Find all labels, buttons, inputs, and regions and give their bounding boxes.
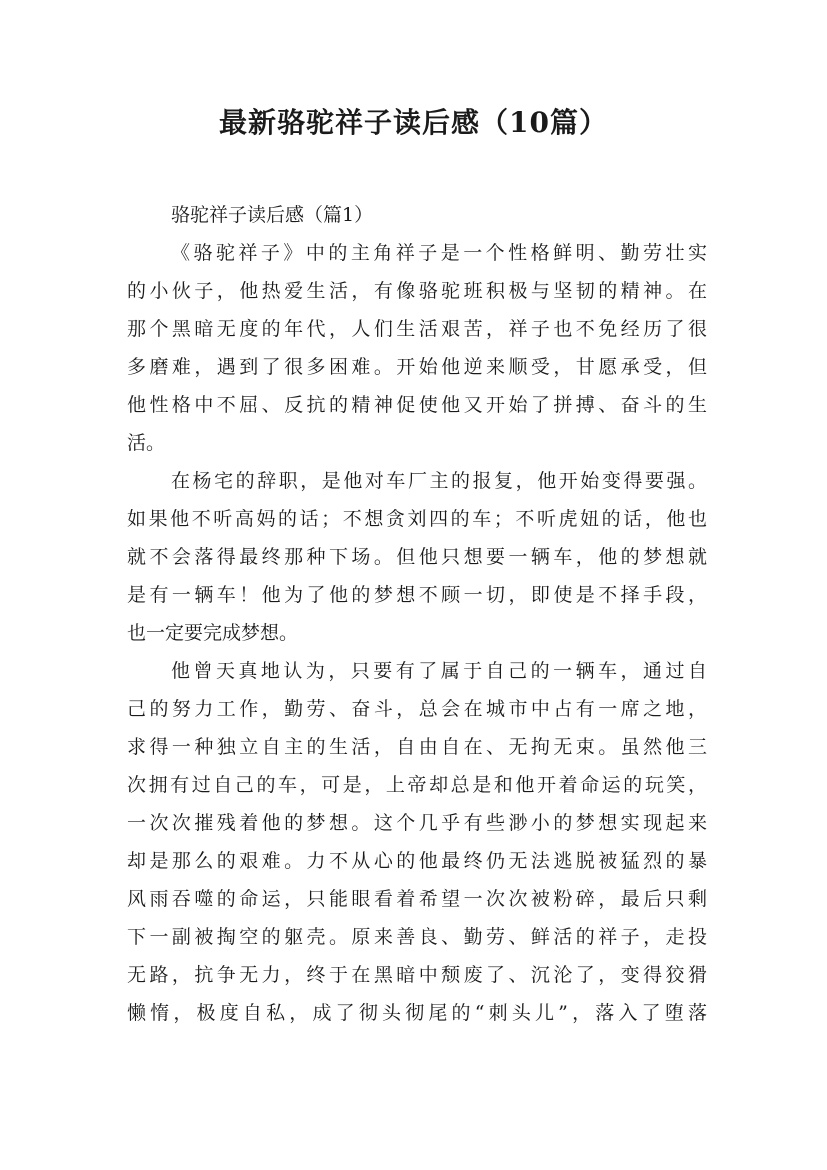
document-title: 最新骆驼祥子读后感（10篇）: [219, 106, 608, 139]
paragraph-line: 风雨吞噬的命运，只能眼看着希望一次次被粉碎，最后只剩: [127, 888, 707, 910]
paragraph-line: 却是那么的艰难。力不从心的他最终仍无法逃脱被猛烈的暴: [127, 850, 707, 872]
paragraph-line: 下一副被掏空的躯壳。原来善良、勤劳、鲜活的祥子，走投: [127, 926, 707, 948]
paragraph-2: [127, 462, 707, 652]
paragraph-line: 就不会落得最终那种下场。但他只想要一辆车，他的梦想就: [127, 546, 707, 568]
paragraph-1: [127, 234, 707, 462]
paragraph-line: 如果他不听高妈的话；不想贪刘四的车；不听虎妞的话，他也: [127, 508, 707, 530]
paragraph-line: 活。: [127, 432, 166, 454]
paragraph-line: 他性格中不屈、反抗的精神促使他又开始了拼搏、奋斗的生: [127, 394, 707, 416]
paragraph-line: 在杨宅的辞职，是他对车厂主的报复，他开始变得要强。: [171, 470, 707, 492]
paragraph-line: 一次次摧残着他的梦想。这个几乎有些渺小的梦想实现起来: [127, 812, 707, 834]
paragraph-line: 次拥有过自己的车，可是，上帝却总是和他开着命运的玩笑，: [127, 774, 707, 796]
paragraph-line: 的小伙子，他热爱生活，有像骆驼班积极与坚韧的精神。在: [127, 280, 707, 302]
paragraph-3: [127, 652, 707, 1032]
paragraph-line: 是有一辆车！他为了他的梦想不顾一切，即使是不择手段，: [127, 584, 707, 606]
paragraph-line: 己的努力工作，勤劳、奋斗，总会在城市中占有一席之地，: [127, 698, 707, 720]
paragraph-line: 《骆驼祥子》中的主角祥子是一个性格鲜明、勤劳壮实: [171, 242, 707, 264]
paragraph-line: 懒惰，极度自私，成了彻头彻尾的“刺头儿”，落入了堕落: [127, 1002, 707, 1024]
paragraph-line: 也一定要完成梦想。: [127, 622, 299, 644]
paragraph-line: 他曾天真地认为，只要有了属于自己的一辆车，通过自: [171, 660, 707, 682]
section-heading: 骆驼祥子读后感（篇1）: [171, 204, 374, 226]
paragraph-line: 多磨难，遇到了很多困难。开始他逆来顺受，甘愿承受，但: [127, 356, 707, 378]
paragraph-line: 求得一种独立自主的生活，自由自在、无拘无束。虽然他三: [127, 736, 707, 758]
paragraph-line: 无路，抗争无力，终于在黑暗中颓废了、沉沦了，变得狡猾: [127, 964, 707, 986]
document-body: [127, 196, 707, 1032]
paragraph-line: 那个黑暗无度的年代，人们生活艰苦，祥子也不免经历了很: [127, 318, 707, 340]
